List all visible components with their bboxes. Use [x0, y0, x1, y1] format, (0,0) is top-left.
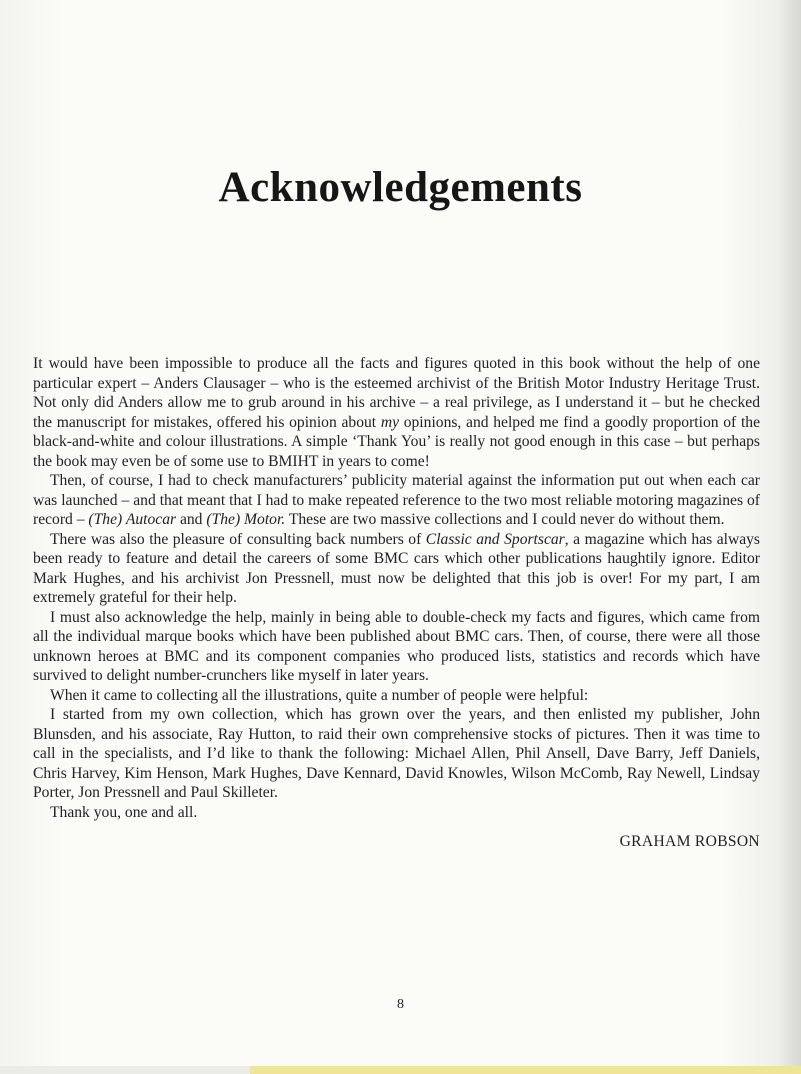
- paragraph-2-emphasis-autocar: (The) Autocar: [88, 511, 177, 528]
- page-title: Acknowledgements: [218, 164, 583, 211]
- paragraph-2-text-mid: and: [176, 511, 207, 528]
- paragraph-2: [33, 471, 760, 530]
- paragraph-4: I must also acknowledge the help, mainly in being able to double-check my facts and figures, which came from all the individual marque books which have been published about BMC cars. Then, of course, there were all those unknown heroes at BMC and its component companies who produced lists, statistics and records which have survived to delight number-crunchers like myself in later years.: [33, 608, 760, 684]
- paragraph-2-emphasis-motor: (The) Motor.: [206, 511, 286, 528]
- paragraph-5: When it came to collecting all the illustrations, quite a number of people were helpful:: [50, 686, 589, 704]
- paragraph-3-text-b: , a magazine which has always been ready to feature and detail the careers of some BMC cars which other publications haughtily ignore. Editor Mark Hughes, and his archivist Jon Pressnell, must now be delighted that this job is over! For my part, I am extremely grateful for their help.: [33, 530, 760, 606]
- paragraph-2-text-b: These are two massive collections and I could never do without them.: [285, 511, 725, 528]
- paragraph-2-text-a: Then, of course, I had to check manufacturers’ publicity material against the information put out when each car was launched – and that meant that I had to make repeated reference to the two most reliable motoring magazines of record –: [33, 472, 760, 528]
- page-bottom-edge: [0, 1066, 250, 1074]
- paragraph-6: I started from my own collection, which has grown over the years, and then enlisted my publisher, John Blunsden, and his associate, Ray Hutton, to raid their own comprehensive stocks of pictures. Then it was time to call in the specialists, and I’d like to thank the following: Michael Allen, Phil Ansell, Dave Barry, Jeff Daniels, Chris Harvey, Kim Henson, Mark Hughes, Dave Kennard, David Knowles, Wilson McComb, Ray Newell, Lindsay Porter, Jon Pressnell and Paul Skilleter.: [33, 706, 760, 801]
- yellow-bottom-band: [250, 1066, 801, 1074]
- paragraph-1-emphasis: my: [380, 413, 400, 431]
- page-number: 8: [397, 997, 404, 1012]
- author-signature: GRAHAM ROBSON: [619, 833, 760, 850]
- paragraph-3: [33, 530, 760, 608]
- paragraph-1-text-b: opinions, and helped me find a goodly proportion of the black-and-white and colour illustrations. A simple ‘Thank You’ is really not good enough in this case – but perhaps the book may even be of some use to BMIHT in years to come!: [33, 413, 760, 470]
- paragraph-3-text-a: There was also the pleasure of consulting back numbers of: [50, 530, 426, 548]
- paragraph-1-text-a: It would have been impossible to produce all the facts and figures quoted in this book without the help of one particular expert – Anders Clausager – who is the esteemed archivist of the British Motor Industry Heritage Trust. Not only did Anders allow me to grub around in his archive – a real privilege, as I understand it – but he checked the manuscript for mistakes, offered his opinion about: [33, 355, 760, 431]
- paragraph-3-emphasis: Classic and Sportscar: [425, 530, 565, 548]
- paragraph-1: [33, 354, 760, 471]
- paragraph-7: Thank you, one and all.: [50, 803, 198, 821]
- body-text: [33, 354, 760, 822]
